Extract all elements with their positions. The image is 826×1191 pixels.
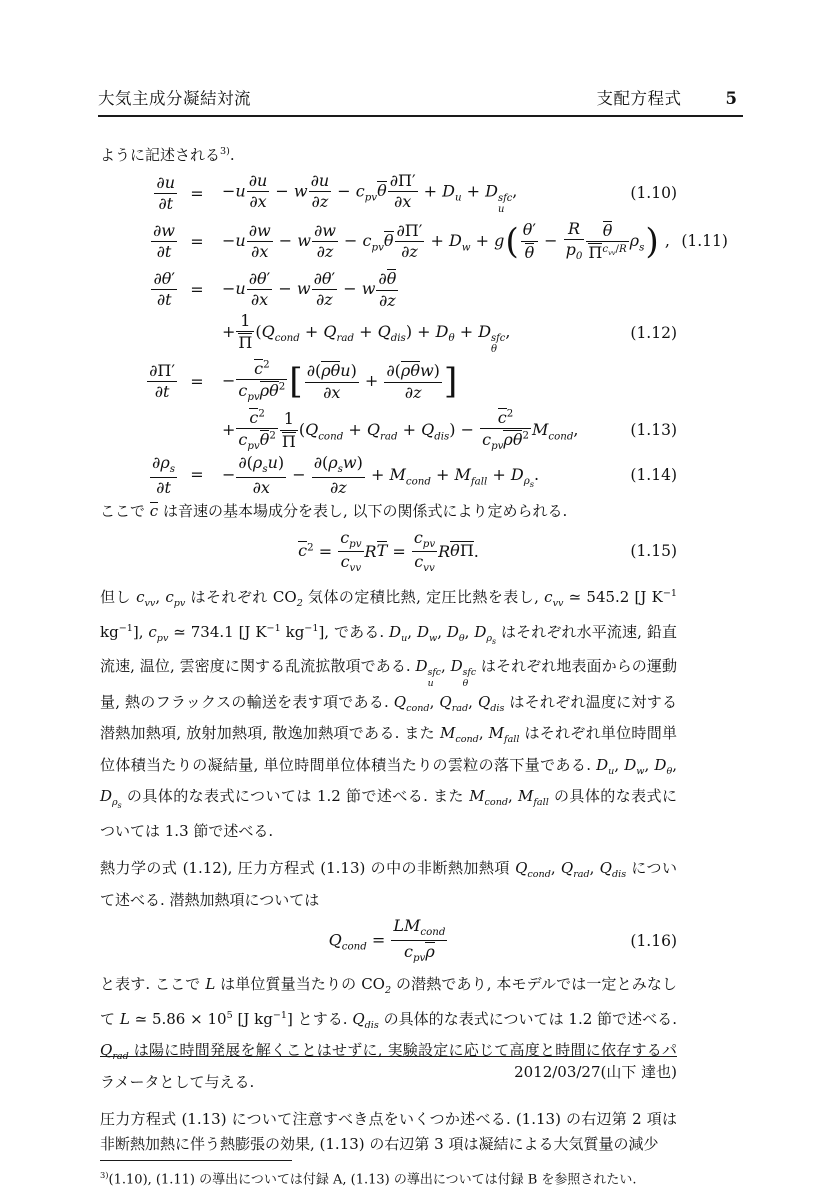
equation-lhs: $\frac{\partial w}{\partial t}$ (153, 220, 175, 261)
header-left-title: 大気主成分凝結対流 (98, 89, 251, 108)
footnote-text: $^{3)}$(1.10), (1.11) の導出については付録 A, (1.13) の導出については付録 B を参照されたい. (100, 1170, 637, 1188)
equation-array (100, 170, 728, 498)
equation-rhs: −u $\frac{\partial u}{\partial x}$ − w $\frac{\partial u}{\partial z}$ − $c_{pv}\theta$ $\frac{\partial\Pi'}{\partial x}$ + $D_u + D$ sfc u , (222, 170, 518, 215)
equals-sign: = (190, 465, 204, 485)
equation-row-1-13b (100, 408, 677, 454)
equation-rhs: −u $\frac{\partial w}{\partial x}$ − w $\frac{\partial w}{\partial z}$ − $c_{pv}\theta$ $\frac{\partial\Pi'}{\partial z}$ + $D_w + g$( $\frac{\theta'}{\theta}$ − $\frac{R}{p_0}$ θ $\Pi^{c_{vv}/R}$ $\rho_s$) , (222, 218, 670, 263)
equation-rhs: − $\partial(\rho_su)$ ∂x − $\partial(\rho_sw)$ ∂z + $M_{cond} + M_{fall} + D_{\rho_s}$. (222, 452, 540, 497)
equals-sign: = (190, 371, 204, 391)
equation-number: (1.11) (681, 231, 728, 250)
equation-body: $c^2$ = $c_{pv}$ $c_{vv}$ RT = $c_{pv}$ $c_{vv}$ RθΠ. (298, 527, 479, 575)
paragraph-pressure-eq-notes: 圧力方程式 (1.13) について注意すべき点をいくつか述べる. (1.13) の右辺第 2 項は非断熱加熱に伴う熱膨張の効果, (1.13) の右辺第 3 項は凝結による大気質量の減少 (100, 1110, 677, 1153)
equation-lhs: $\frac{\partial\theta'}{\partial t}$ (153, 268, 175, 309)
page-header (98, 85, 743, 117)
footnote-block (100, 1160, 677, 1190)
paragraph-heating-terms: 熱力学の式 (1.12), 圧力方程式 (1.13) の中の非断熱加熱項 $Q_{cond}$, $Q_{rad}$, $Q_{dis}$ について述べる. 潜熱加熱項については (100, 859, 677, 909)
equals-sign: = (190, 183, 204, 203)
display-equation-1-16 (100, 917, 677, 965)
equation-lhs: $\frac{\partial\rho_s}{\partial t}$ (152, 452, 175, 497)
equation-rhs: −u $\frac{\partial\theta'}{\partial x}$ − w $\frac{\partial\theta'}{\partial z}$ − w $\frac{\partial\theta}{\partial z}$ (222, 268, 397, 310)
equation-rhs: − $c^2$ $c_{pv}\rho\theta^2$ [ ∂(ρθu) ∂x + ∂(ρθw) ∂z ] (222, 358, 458, 404)
equation-lhs: $\frac{\partial u}{\partial t}$ (156, 172, 175, 213)
header-page-number: 5 (725, 89, 737, 108)
header-section-title: 支配方程式 (596, 89, 682, 108)
equation-number: (1.12) (630, 323, 677, 342)
equation-number: (1.13) (630, 420, 677, 439)
paragraph-sound-speed: ここで c は音速の基本場成分を表し, 以下の関係式により定められる. (100, 502, 568, 520)
equation-row-1-10 (100, 172, 677, 216)
equation-row-1-13a (100, 356, 677, 408)
paragraph-constants: 但し $c_{vv}$, $c_{pv}$ はそれぞれ $CO_2$ 気体の定積比熱, 定圧比熱を表し, $c_{vv}$ ≃ 545.2 [J $K^{-1}$ $kg^{-1}$], $c_{pv}$ ≃ 734.1 [J $K^{-1}$ $kg^{-1}$], である. $D_u$, $D_w$, $D_\theta$, $D_{\rho_s}$ はそれぞれ水平流速, 鉛直流速, 温位, 雲密度に関する乱流拡散項である. D sfc u , D sfc θ はそれぞれ地表面からの運動量, 熱のフラックスの輸送を表す項である. $Q_{cond}$, $Q_{rad}$, $Q_{dis}$ はそれぞれ温度に対する潜熱加熱項, 放射加熱項, 散逸加熱項である. また $M_{cond}$, $M_{fall}$ はそれぞれ単位時間単位体積当たりの凝結量, 単位時間単位体積当たりの雲粒の落下量である. $D_u$, $D_w$, $D_\theta$, $D_{\rho_s}$ の具体的な表式については 1.2 節で述べる. また $M_{cond}$, $M_{fall}$ の具体的な表式については 1.3 節で述べる. (100, 588, 677, 840)
equation-number: (1.15) (630, 542, 677, 561)
page-body (100, 140, 728, 1191)
equation-body: $Q_{cond}$ = $LM_{cond}$ $c_{pv}\rho$ (328, 916, 446, 965)
page-footer (100, 1056, 677, 1082)
equation-row-1-14 (100, 454, 677, 497)
equation-number: (1.10) (630, 183, 677, 202)
equals-sign: = (190, 279, 204, 299)
paragraph-latent-heat: と表す. ここで L は単位質量当たりの $CO_2$ の潜熱であり, 本モデルでは一定とみなして L ≃ $5.86 \times 10^5$ [J $kg^{-1}$] とする. $Q_{dis}$ の具体的な表式については 1.2 節で述べる. $Q_{rad}$ は陽に時間発展を解くことはせずに, 実験設定に応じて高度と時間に依存するパラメータとして与える. (100, 975, 678, 1091)
equation-rhs: + $c^2$ $c_{pv}\theta^2$ $\frac{1}{\Pi}$ $(Q_{cond} + Q_{rad} + Q_{dis})$ − $c^2$ $c_{pv}\rho\theta^2$ $M_{cond}$, (222, 407, 579, 453)
equation-number: (1.16) (630, 931, 677, 950)
equation-lhs: $\frac{\partial\Pi'}{\partial t}$ (149, 360, 175, 402)
intro-paragraph: ように記述される$^{3)}$. (100, 146, 235, 164)
equation-row-1-11 (100, 216, 728, 268)
equation-rhs: + $\frac{1}{\Pi}$ $(Q_{cond} + Q_{rad} + Q_{dis}) + D_\theta + D$ sfc θ , (222, 310, 511, 356)
equation-row-1-12a (100, 268, 677, 312)
equation-row-1-12b (100, 312, 677, 356)
equals-sign: = (190, 231, 204, 251)
equation-number: (1.14) (630, 465, 677, 484)
footnote-rule (100, 1160, 292, 1161)
footer-date: 2012/03/27(山下 達也) (514, 1063, 677, 1081)
display-equation-1-15 (100, 529, 677, 576)
